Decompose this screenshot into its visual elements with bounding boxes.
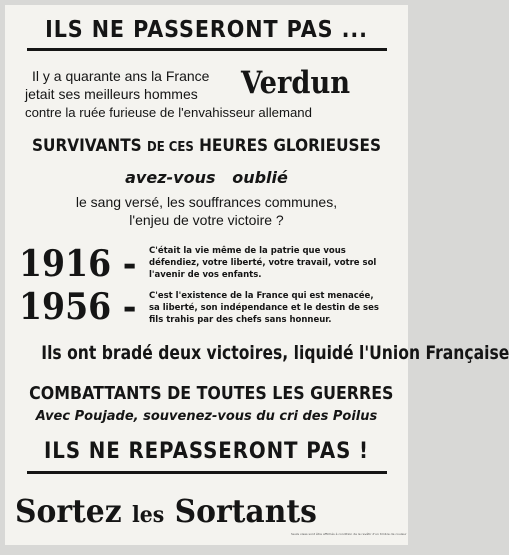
intro-line-1: Il y a quarante ans la France xyxy=(32,68,210,84)
headline: ILS NE PASSERONT PAS ... xyxy=(45,17,368,43)
heures-glorieuses-word: HEURES GLORIEUSES xyxy=(199,136,381,156)
verdun-title: Verdun xyxy=(241,65,351,101)
year-1916-line: l'avenir de vos enfants. xyxy=(149,270,262,280)
sang-verse-block xyxy=(5,193,408,229)
year-1956-text xyxy=(149,290,379,326)
intro-line-2: jetait ses meilleurs hommes xyxy=(25,86,198,102)
poujade-line: Avec Poujade, souvenez-vous du cri des Poilus xyxy=(35,409,378,424)
sortants-word: Sortants xyxy=(174,492,317,530)
fine-print: Seuls visas sont être affichés à condition de le revêtir d'un timbre de couleur xyxy=(291,532,407,536)
sortez-les-sortants xyxy=(15,492,317,530)
year-1916-line: C'était la vie même de la patrie que vous xyxy=(149,246,346,256)
repasseront-headline: ILS NE REPASSERONT PAS ! xyxy=(44,439,369,464)
year-1956: 1956 - xyxy=(19,286,137,328)
les-word: les xyxy=(131,502,165,528)
avez-vous-oublie xyxy=(5,168,408,187)
oublie-text: oublié xyxy=(232,168,288,187)
de-ces-word: DE CES xyxy=(147,140,194,155)
combattants-heading: COMBATTANTS DE TOUTES LES GUERRES xyxy=(29,383,394,404)
sang-verse-line: le sang versé, les souffrances communes, xyxy=(75,194,338,210)
poster xyxy=(5,5,509,545)
survivants-heading xyxy=(25,136,388,156)
brade-slogan: Ils ont bradé deux victoires, liquidé l'Union Française xyxy=(41,342,509,364)
sortez-word: Sortez xyxy=(15,492,122,530)
enjeu-line: l'enjeu de votre victoire ? xyxy=(129,212,284,228)
repasseront-rule xyxy=(27,471,387,474)
year-1956-line: fils trahis par des chefs sans honneur. xyxy=(149,315,332,325)
headline-rule xyxy=(27,48,387,51)
year-1956-line: sa liberté, son indépendance et le destin de ses xyxy=(149,303,379,313)
survivants-word: SURVIVANTS xyxy=(31,136,142,156)
year-1916: 1916 - xyxy=(19,243,137,285)
avez-vous-text: avez-vous xyxy=(125,168,216,187)
year-1916-line: défendiez, votre liberté, votre travail, votre sol xyxy=(149,258,377,268)
year-1956-line: C'est l'existence de la France qui est menacée, xyxy=(149,291,374,301)
intro-line-3: contre la ruée furieuse de l'envahisseur allemand xyxy=(25,105,312,120)
year-1916-text xyxy=(149,245,376,281)
